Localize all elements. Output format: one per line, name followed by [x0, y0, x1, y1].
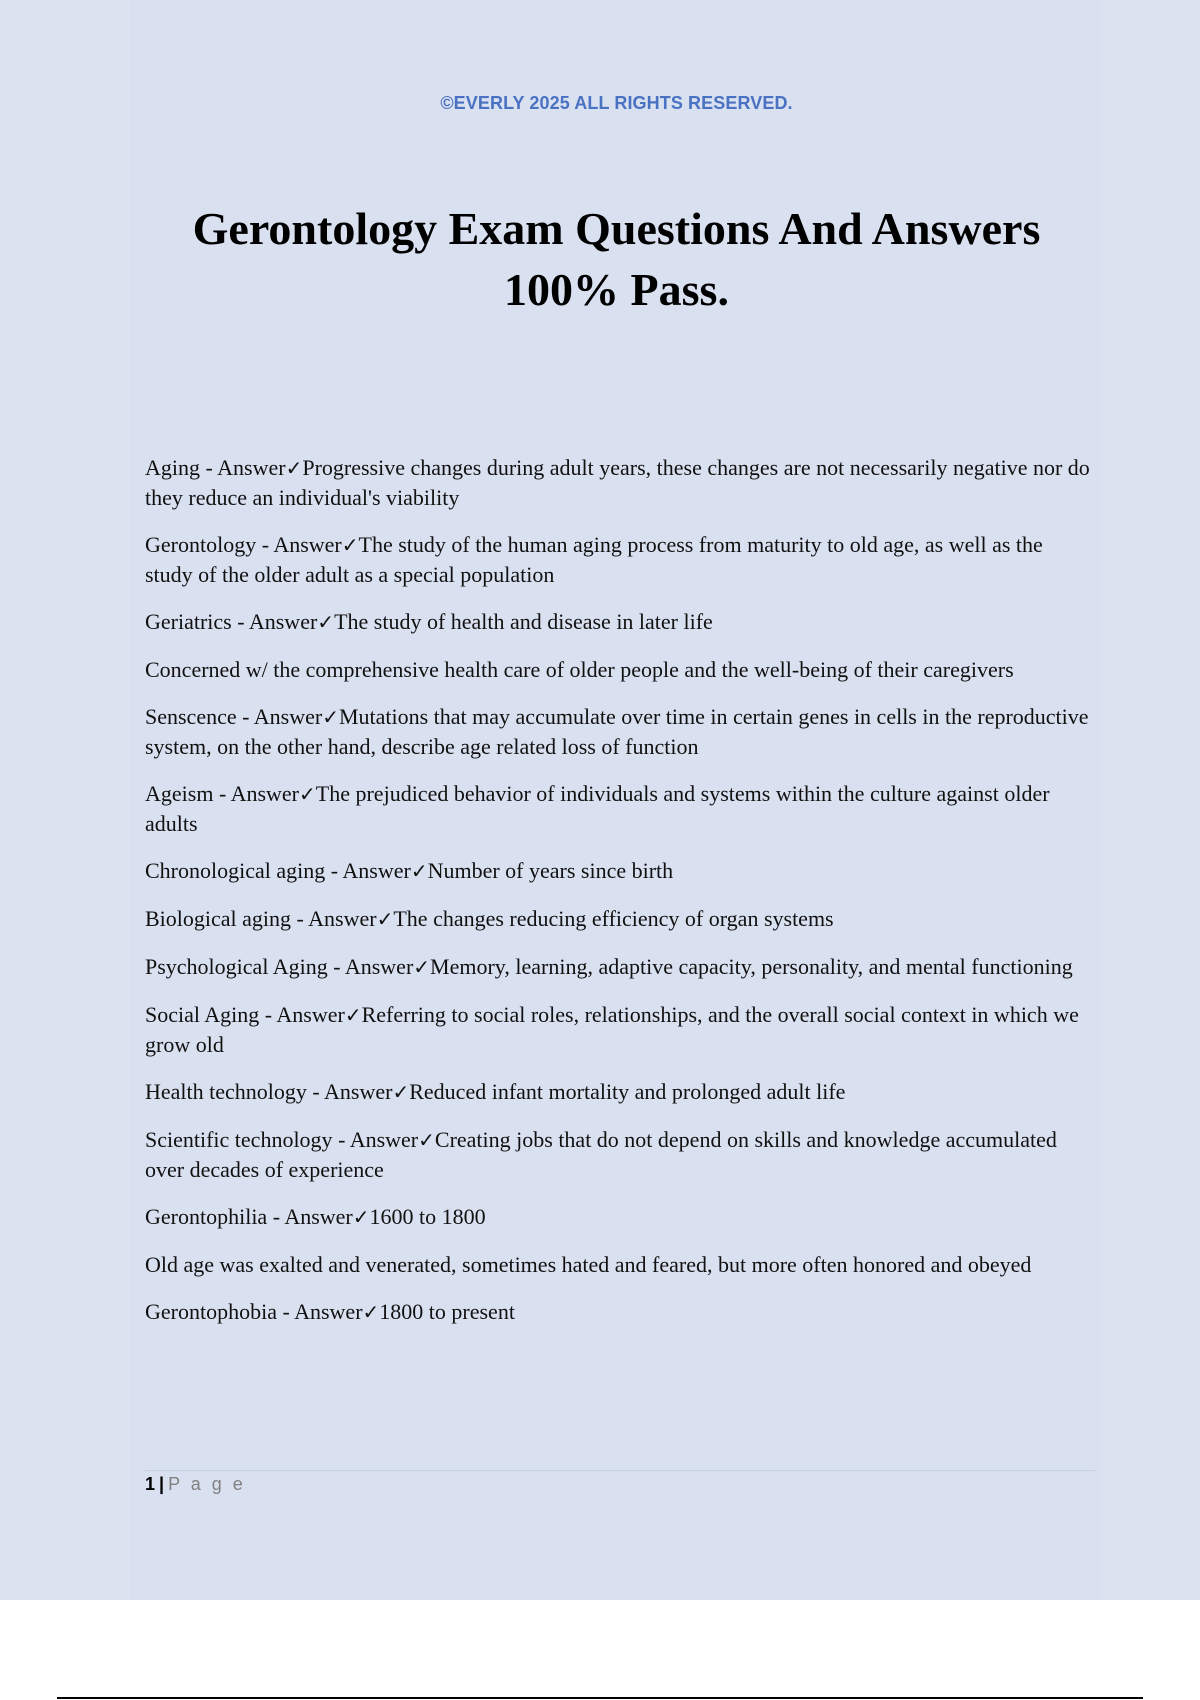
- entry-term: Aging: [145, 455, 200, 480]
- qa-entry: [145, 453, 1095, 512]
- checkmark-icon: ✓: [392, 1080, 410, 1104]
- qa-entry: [145, 607, 1095, 637]
- entry-term: Senscence: [145, 704, 237, 729]
- page-number: 1: [145, 1474, 156, 1494]
- entry-answer: 1800 to present: [379, 1299, 515, 1324]
- entry-term: Social Aging: [145, 1002, 260, 1027]
- footer-divider: [145, 1470, 1095, 1471]
- entry-answer: Reduced infant mortality and prolonged adult life: [409, 1079, 846, 1104]
- qa-list: [145, 453, 1095, 1345]
- checkmark-icon: ✓: [410, 859, 428, 883]
- entry-term: Psychological Aging: [145, 954, 328, 979]
- term-separator: -: [259, 1002, 277, 1027]
- term-separator: -: [306, 1079, 325, 1104]
- term-separator: -: [200, 455, 218, 480]
- entry-term: Ageism: [145, 781, 214, 806]
- qa-entry: [145, 1202, 1095, 1232]
- entry-term: Scientific technology: [145, 1127, 333, 1152]
- answer-label: Answer: [253, 704, 323, 729]
- entry-note: Old age was exalted and venerated, sometimes hated and feared, but more often honored and obeyed: [145, 1252, 1032, 1277]
- qa-entry: [145, 702, 1095, 761]
- qa-entry: [145, 1000, 1095, 1059]
- copyright-header: ©EVERLY 2025 ALL RIGHTS RESERVED.: [440, 93, 793, 113]
- entry-answer: The changes reducing efficiency of organ systems: [393, 906, 834, 931]
- entry-term: Gerontophilia: [145, 1204, 268, 1229]
- checkmark-icon: ✓: [376, 907, 394, 931]
- checkmark-icon: ✓: [285, 456, 303, 480]
- title-line-1: Gerontology Exam Questions And Answers: [192, 203, 1041, 254]
- entry-answer: The prejudiced behavior of individuals and systems within the culture against older adults: [145, 781, 1050, 836]
- entry-answer: The study of health and disease in later life: [334, 609, 713, 634]
- checkmark-icon: ✓: [341, 533, 359, 557]
- qa-entry: [145, 1250, 1095, 1279]
- entry-term: Chronological aging: [145, 858, 326, 883]
- qa-entry: [145, 904, 1095, 934]
- answer-label: Answer: [294, 1299, 363, 1324]
- answer-label: Answer: [217, 455, 286, 480]
- answer-label: Answer: [344, 954, 414, 979]
- entry-term: Gerontology: [145, 532, 257, 557]
- term-separator: -: [236, 704, 254, 729]
- term-separator: -: [256, 532, 274, 557]
- entry-answer: Progressive changes during adult years, these changes are not necessarily negative nor do they reduce an individual's viability: [145, 455, 1090, 510]
- answer-label: Answer: [284, 1204, 353, 1229]
- checkmark-icon: ✓: [362, 1300, 380, 1324]
- page-label: P a g e: [168, 1474, 246, 1494]
- entry-term: Gerontophobia: [145, 1299, 277, 1324]
- document-title: [0, 198, 1200, 320]
- entry-term: Health technology: [145, 1079, 307, 1104]
- qa-entry: [145, 952, 1095, 982]
- qa-entry: [145, 856, 1095, 886]
- page-footer: [145, 1474, 246, 1495]
- term-separator: -: [231, 609, 249, 634]
- footer-separator: |: [159, 1474, 165, 1494]
- checkmark-icon: ✓: [299, 782, 316, 806]
- answer-label: Answer: [230, 781, 300, 806]
- term-separator: -: [327, 954, 345, 979]
- answer-label: Answer: [349, 1127, 419, 1152]
- checkmark-icon: ✓: [413, 955, 431, 979]
- term-separator: -: [291, 906, 309, 931]
- checkmark-icon: ✓: [418, 1128, 435, 1152]
- qa-entry: [145, 530, 1095, 589]
- entry-answer: 1600 to 1800: [369, 1204, 486, 1229]
- checkmark-icon: ✓: [317, 610, 335, 634]
- entry-answer: Mutations that may accumulate over time in certain genes in cells in the reproductive system, on the other hand, describe age related loss of function: [145, 704, 1089, 759]
- answer-label: Answer: [324, 1079, 393, 1104]
- qa-entry: [145, 1297, 1095, 1327]
- entry-answer: Number of years since birth: [427, 858, 674, 883]
- answer-label: Answer: [276, 1002, 345, 1027]
- entry-term: Biological aging: [145, 906, 292, 931]
- entry-answer: Memory, learning, adaptive capacity, personality, and mental functioning: [430, 954, 1073, 979]
- term-separator: -: [276, 1299, 295, 1324]
- qa-entry: [145, 779, 1095, 838]
- checkmark-icon: ✓: [322, 705, 339, 729]
- qa-entry: [145, 1125, 1095, 1184]
- title-line-2: 100% Pass.: [504, 264, 729, 315]
- term-separator: -: [267, 1204, 285, 1229]
- answer-label: Answer: [248, 609, 318, 634]
- entry-answer: Creating jobs that do not depend on skills and knowledge accumulated over decades of experience: [145, 1127, 1057, 1182]
- term-separator: -: [325, 858, 343, 883]
- term-separator: -: [213, 781, 231, 806]
- qa-entry: [145, 655, 1095, 684]
- checkmark-icon: ✓: [352, 1205, 370, 1229]
- entry-note: Concerned w/ the comprehensive health care of older people and the well-being of their caregivers: [145, 657, 1014, 682]
- bottom-rule: [57, 1697, 1143, 1699]
- term-separator: -: [332, 1127, 350, 1152]
- answer-label: Answer: [308, 906, 377, 931]
- entry-term: Geriatrics: [145, 609, 232, 634]
- entry-answer: The study of the human aging process from maturity to old age, as well as the study of the older adult as a special population: [145, 532, 1043, 587]
- qa-entry: [145, 1077, 1095, 1107]
- entry-answer: Referring to social roles, relationships, and the overall social context in which we grow old: [145, 1002, 1079, 1057]
- answer-label: Answer: [342, 858, 411, 883]
- checkmark-icon: ✓: [344, 1003, 362, 1027]
- answer-label: Answer: [273, 532, 342, 557]
